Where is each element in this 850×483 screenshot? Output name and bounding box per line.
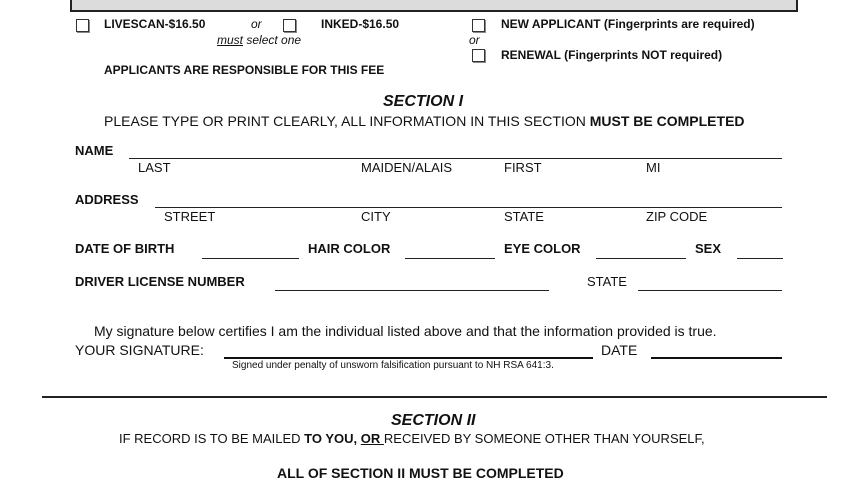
eye-color-label: EYE COLOR [504,241,581,256]
name-sub-maiden: MAIDEN/ALAIS [361,160,453,175]
dl-state-input-line[interactable] [638,290,782,291]
signature-label: YOUR SIGNATURE: [75,342,204,358]
address-input-line[interactable] [155,207,782,208]
mailing-text-a: IF RECORD IS TO BE MAILED [119,431,305,446]
driver-license-input-line[interactable] [275,290,549,291]
new-applicant-checkbox[interactable] [472,19,485,32]
sex-input-line[interactable] [737,258,783,259]
applicant-or-text: or [469,33,480,47]
date-input-line[interactable] [651,357,782,359]
dl-state-label: STATE [587,274,627,289]
section-2-mailing-instruction [119,431,705,446]
driver-license-label: DRIVER LICENSE NUMBER [75,274,245,289]
inked-label: INKED-$16.50 [321,17,400,31]
section-divider [42,396,827,398]
hair-color-label: HAIR COLOR [308,241,391,256]
renewal-checkbox[interactable] [472,49,485,62]
name-input-line[interactable] [129,158,782,159]
livescan-label: LIVESCAN-$16.50 [104,17,206,31]
mailing-text-to-you: TO YOU, [304,431,361,446]
address-label: ADDRESS [75,192,139,207]
sex-label: SEX [695,241,722,256]
section-1-instruction [104,113,745,129]
renewal-label: RENEWAL (Fingerprints NOT required) [501,48,723,62]
must-word: must [217,33,244,47]
section-1-title: SECTION I [383,93,464,110]
address-sub-city: CITY [361,209,391,224]
inked-checkbox[interactable] [283,19,296,32]
mailing-text-or: OR [360,431,384,446]
section-2-completion-note: ALL OF SECTION II MUST BE COMPLETED [277,465,564,481]
certification-text: My signature below certifies I am the individual listed above and that the information provided is true. [94,323,717,339]
address-sub-state: STATE [504,209,544,224]
signature-input-line[interactable] [224,357,593,359]
select-one-word: select one [243,33,302,47]
dob-label: DATE OF BIRTH [75,241,175,256]
penalty-note: Signed under penalty of unsworn falsification pursuant to NH RSA 641:3. [232,360,554,371]
top-banner-box [70,0,798,12]
livescan-checkbox[interactable] [76,19,89,32]
must-select-one-text [217,33,301,47]
new-applicant-label: NEW APPLICANT (Fingerprints are required) [501,17,755,31]
date-label: DATE [601,342,638,358]
instruction-bold-text: MUST BE COMPLETED [589,113,745,129]
section-2-title: SECTION II [391,412,476,429]
name-sub-mi: MI [646,160,661,175]
address-sub-street: STREET [164,209,216,224]
address-sub-zip: ZIP CODE [646,209,708,224]
name-sub-last: LAST [138,160,171,175]
mailing-text-d: RECEIVED BY SOMEONE OTHER THAN YOURSELF, [383,431,705,446]
instruction-main-text: PLEASE TYPE OR PRINT CLEARLY, ALL INFORMATION IN THIS SECTION [104,113,590,129]
eye-color-input-line[interactable] [596,258,686,259]
fee-responsibility-note: APPLICANTS ARE RESPONSIBLE FOR THIS FEE [104,63,385,77]
name-sub-first: FIRST [504,160,542,175]
name-label: NAME [75,143,114,158]
fee-or-text: or [251,17,262,31]
hair-color-input-line[interactable] [405,258,495,259]
dob-input-line[interactable] [202,258,299,259]
